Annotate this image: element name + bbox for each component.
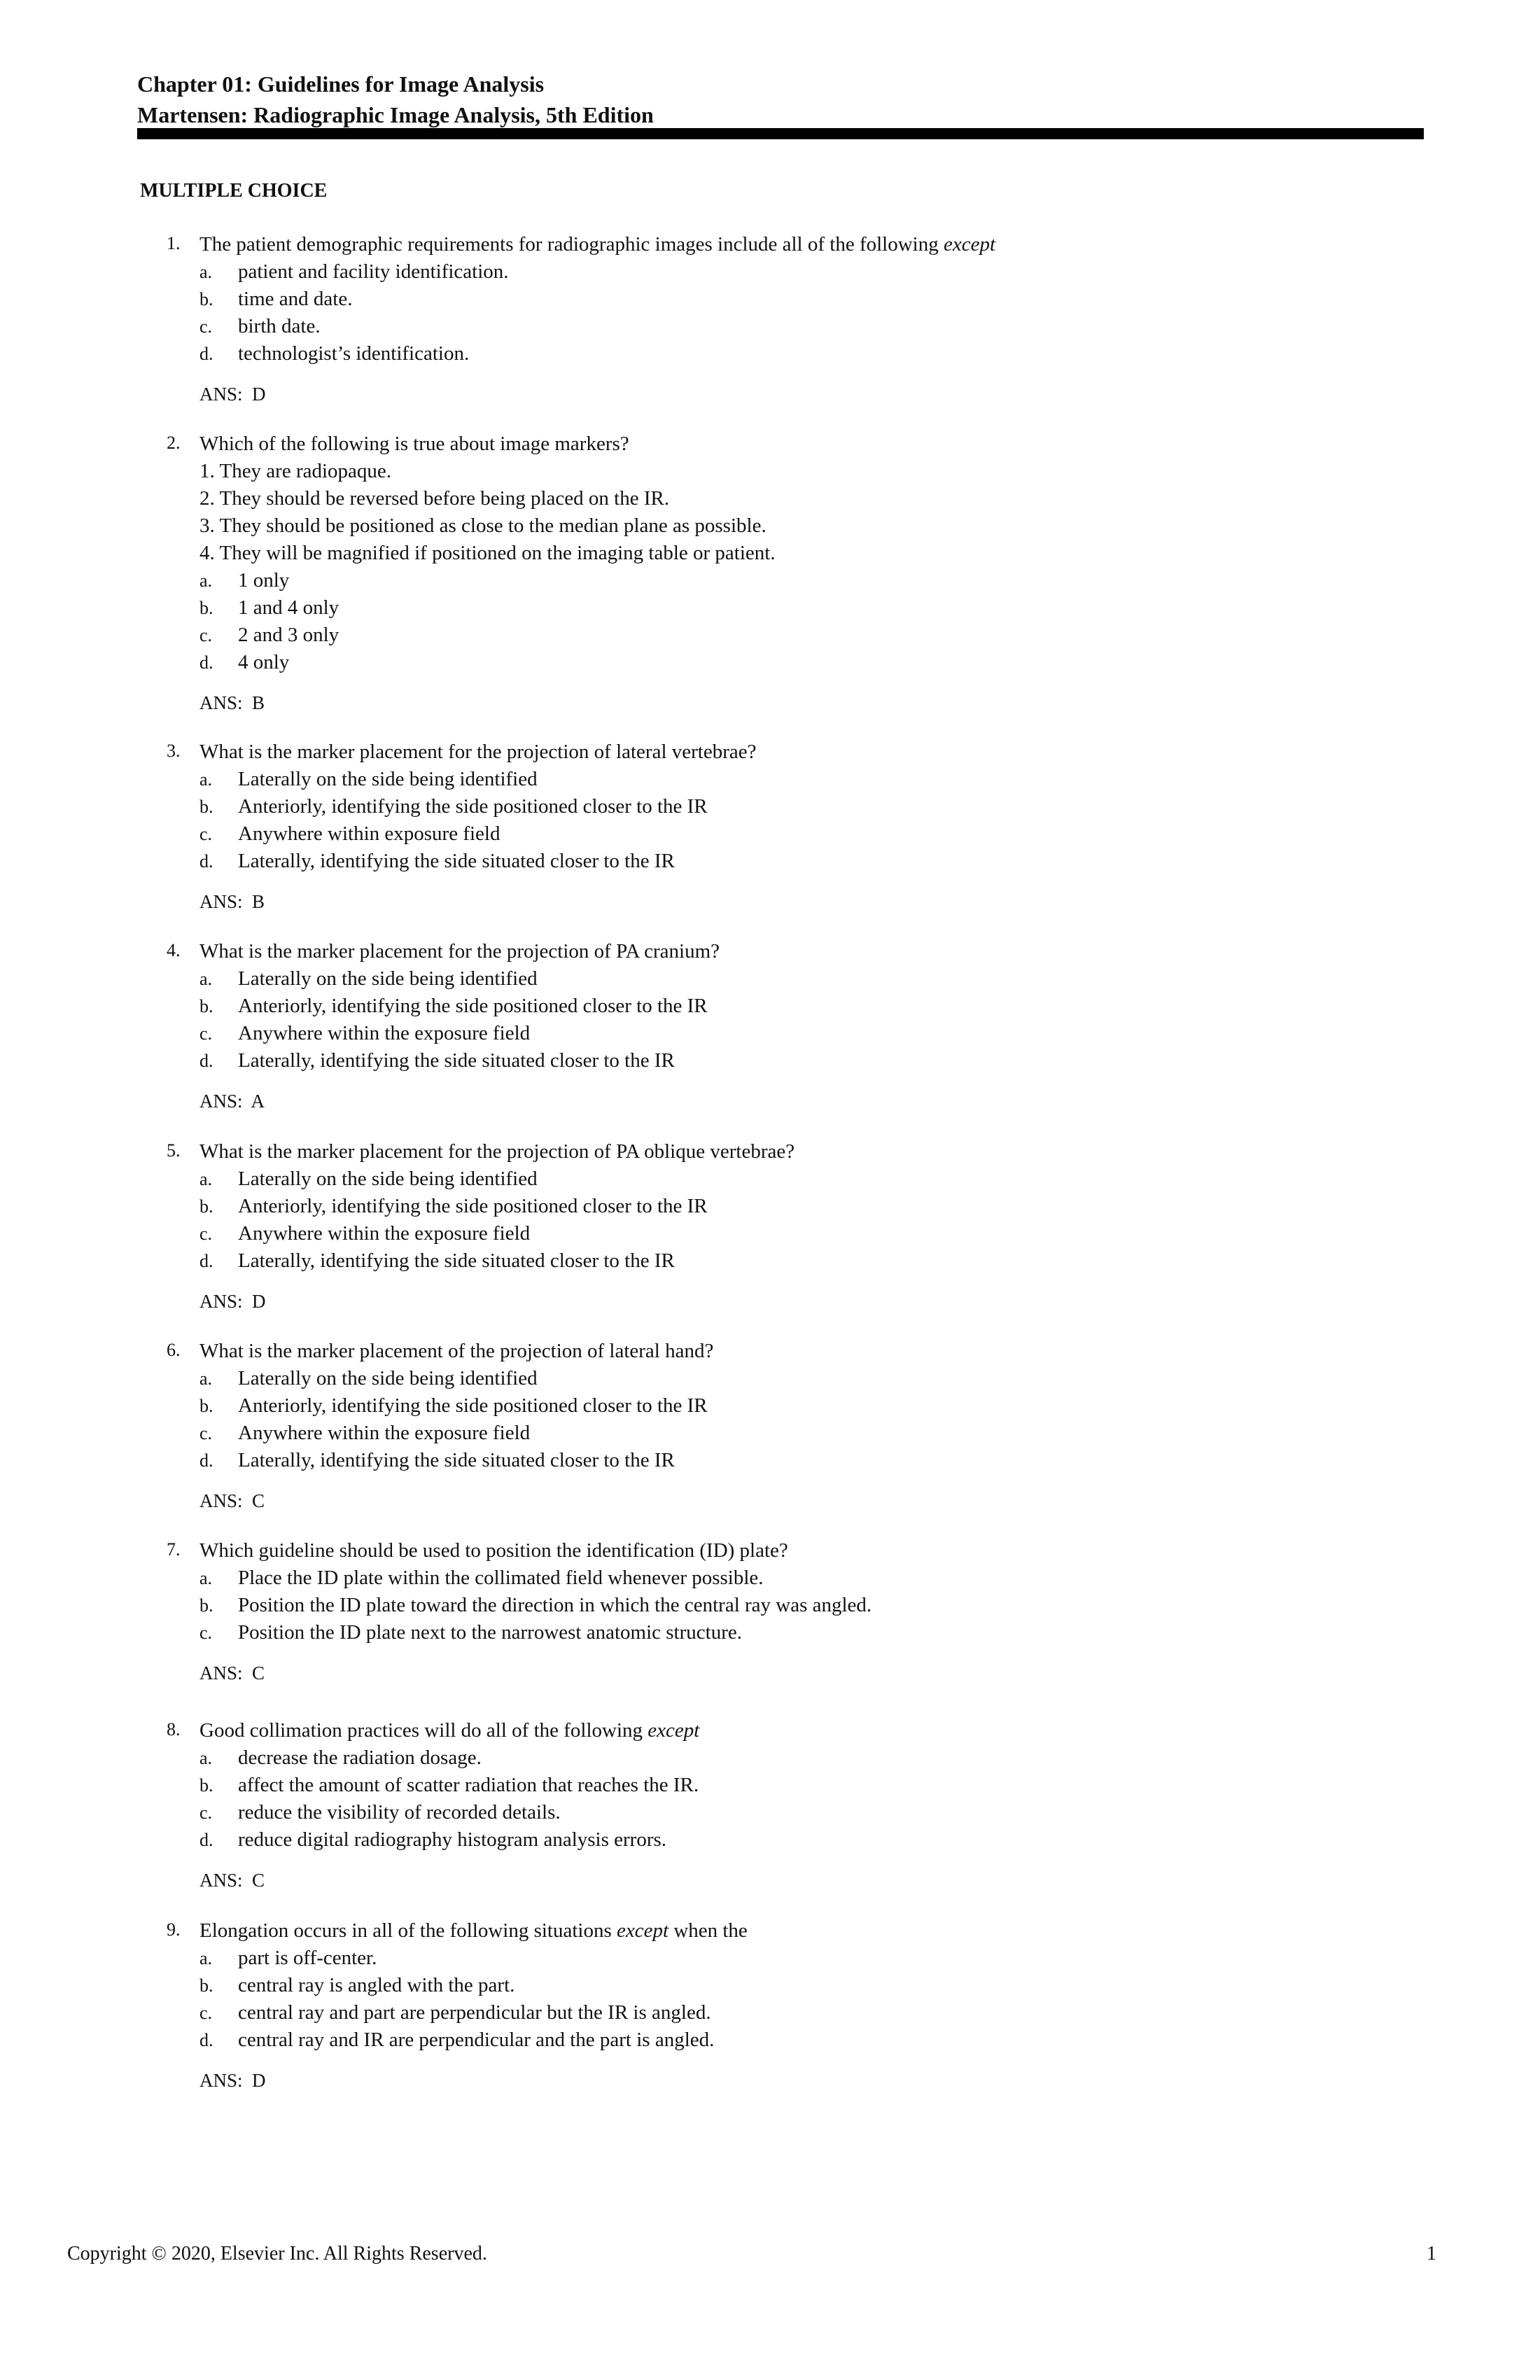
choice-text: reduce the visibility of recorded details. [238, 1801, 561, 1823]
choice-letter: b. [200, 797, 214, 817]
choice-text: Anteriorly, identifying the side positioned closer to the IR [238, 1394, 708, 1417]
answer-key: ANS: D [200, 1291, 266, 1312]
question-row [0, 1539, 1540, 1566]
answer-choice [0, 1947, 1540, 1973]
question-stem-text: What is the marker placement for the projection of PA oblique vertebrae? [200, 1140, 795, 1163]
answer-choice [0, 288, 1540, 314]
answer-choice [0, 569, 1540, 596]
question-number: 2. [167, 433, 181, 453]
choice-letter: a. [200, 1948, 213, 1968]
answer-row [0, 1490, 1540, 1517]
answer-key: ANS: C [200, 1870, 265, 1891]
answer-choice [0, 1394, 1540, 1421]
question-stem-emphasis: except [617, 1919, 669, 1942]
question-stem [200, 1919, 748, 1942]
choice-text: Anteriorly, identifying the side positioned closer to the IR [238, 1195, 708, 1217]
choice-letter: b. [200, 1775, 214, 1795]
choice-text: part is off-center. [238, 1947, 377, 1969]
question-stem-text: The patient demographic requirements for radiographic images include all of the following [200, 233, 944, 255]
choice-text: Laterally, identifying the side situated closer to the IR [238, 1049, 675, 1072]
choice-text: 2 and 3 only [238, 624, 340, 646]
choice-letter: a. [200, 1748, 213, 1768]
question-row [0, 1719, 1540, 1746]
choice-letter: b. [200, 996, 214, 1016]
answer-choice [0, 822, 1540, 849]
answer-choice [0, 1250, 1540, 1276]
question-stem-text: What is the marker placement for the projection of lateral vertebrae? [200, 741, 757, 763]
choice-letter: d. [200, 1051, 214, 1071]
answer-key: ANS: A [200, 1091, 265, 1112]
question-stem [200, 1539, 788, 1562]
answer-row [0, 1291, 1540, 1317]
choice-letter: b. [200, 1396, 214, 1416]
answer-choice [0, 1422, 1540, 1448]
answer-key: ANS: B [200, 891, 265, 912]
question-row [0, 1919, 1540, 1946]
choice-text: Anywhere within exposure field [238, 822, 500, 845]
question-stem [200, 1340, 713, 1363]
answer-choice [0, 1774, 1540, 1800]
choice-text: 1 only [238, 569, 290, 592]
choice-letter: b. [200, 1595, 214, 1616]
subitem-text: 1. They are radiopaque. [200, 460, 392, 482]
answer-choice [0, 1567, 1540, 1593]
choice-letter: a. [200, 769, 213, 790]
question-stem-emphasis: except [943, 233, 996, 255]
choice-text: Laterally on the side being identified [238, 967, 538, 990]
question-subitem [0, 542, 1540, 568]
choice-letter: c. [200, 824, 213, 844]
document-header [137, 69, 654, 130]
question-row [0, 233, 1540, 260]
answer-row [0, 1662, 1540, 1689]
answer-choice [0, 967, 1540, 994]
choice-letter: b. [200, 1975, 214, 1996]
choice-text: Place the ID plate within the collimated field whenever possible. [238, 1567, 764, 1589]
answer-key: ANS: B [200, 692, 265, 713]
answer-row [0, 384, 1540, 410]
choice-text: Laterally on the side being identified [238, 768, 538, 790]
answer-row [0, 891, 1540, 918]
answer-choice [0, 1168, 1540, 1194]
subitem-text: 2. They should be reversed before being placed on the IR. [200, 487, 670, 510]
question-stem [200, 1140, 794, 1163]
header-rule [137, 128, 1424, 139]
choice-text: decrease the radiation dosage. [238, 1746, 482, 1769]
choice-letter: b. [200, 1196, 214, 1217]
answer-row [0, 1870, 1540, 1896]
choice-text: Position the ID plate toward the direction in which the central ray was angled. [238, 1594, 872, 1616]
question-number: 5. [167, 1140, 181, 1161]
choice-text: Anteriorly, identifying the side positioned closer to the IR [238, 995, 708, 1017]
choice-letter: c. [200, 1423, 213, 1443]
answer-choice [0, 768, 1540, 794]
choice-letter: d. [200, 344, 214, 364]
choice-text: Anywhere within the exposure field [238, 1222, 531, 1245]
choice-text: technologist’s identification. [238, 342, 470, 365]
answer-choice [0, 1222, 1540, 1249]
choice-letter: c. [200, 2003, 213, 2023]
question-stem-text: What is the marker placement of the projection of lateral hand? [200, 1340, 714, 1362]
answer-choice [0, 850, 1540, 876]
answer-row [0, 692, 1540, 719]
question-stem [200, 1719, 699, 1742]
answer-choice [0, 1195, 1540, 1222]
question-stem-text: Elongation occurs in all of the following situations [200, 1919, 617, 1942]
choice-letter: b. [200, 289, 214, 309]
answer-row [0, 2070, 1540, 2096]
question-row [0, 433, 1540, 459]
choice-text: 1 and 4 only [238, 596, 340, 619]
question-number: 7. [167, 1539, 181, 1560]
choice-letter: c. [200, 316, 213, 337]
choice-letter: a. [200, 969, 213, 989]
choice-letter: c. [200, 1802, 213, 1823]
choice-text: time and date. [238, 288, 353, 310]
page-number: 1 [1427, 2243, 1436, 2264]
question-stem-text: Which of the following is true about image markers? [200, 433, 629, 455]
answer-choice [0, 795, 1540, 822]
choice-letter: c. [200, 1623, 213, 1643]
answer-choice [0, 342, 1540, 369]
answer-key: ANS: D [200, 384, 266, 405]
choice-letter: a. [200, 262, 213, 282]
choice-letter: c. [200, 625, 213, 645]
choice-text: affect the amount of scatter radiation that reaches the IR. [238, 1774, 699, 1796]
answer-key: ANS: D [200, 2070, 266, 2091]
choice-text: patient and facility identification. [238, 260, 509, 283]
answer-choice [0, 315, 1540, 342]
answer-key: ANS: C [200, 1662, 265, 1684]
choice-text: Anywhere within the exposure field [238, 1022, 531, 1044]
choice-letter: d. [200, 1251, 214, 1271]
question-stem-text: What is the marker placement for the projection of PA cranium? [200, 940, 720, 962]
choice-text: central ray and part are perpendicular but the IR is angled. [238, 2001, 711, 2024]
choice-letter: a. [200, 1169, 213, 1189]
answer-choice [0, 1974, 1540, 2001]
question-row [0, 1140, 1540, 1167]
answer-choice [0, 1746, 1540, 1773]
question-number: 4. [167, 940, 181, 960]
choice-text: Laterally, identifying the side situated closer to the IR [238, 1449, 675, 1471]
choice-letter: b. [200, 598, 214, 618]
choice-letter: a. [200, 570, 213, 591]
question-number: 6. [167, 1340, 181, 1360]
choice-text: reduce digital radiography histogram analysis errors. [238, 1828, 667, 1851]
question-subitem [0, 460, 1540, 486]
question-row [0, 741, 1540, 767]
choice-text: central ray is angled with the part. [238, 1974, 515, 1996]
choice-text: Laterally on the side being identified [238, 1168, 538, 1190]
question-row [0, 940, 1540, 967]
choice-text: Laterally, identifying the side situated closer to the IR [238, 850, 675, 872]
question-row [0, 1340, 1540, 1366]
choice-letter: d. [200, 1450, 214, 1471]
answer-choice [0, 2001, 1540, 2028]
question-stem [200, 433, 629, 456]
answer-choice [0, 1367, 1540, 1394]
answer-choice [0, 1022, 1540, 1049]
answer-choice [0, 260, 1540, 287]
choice-letter: c. [200, 1224, 213, 1244]
question-number: 3. [167, 741, 181, 761]
subitem-text: 4. They will be magnified if positioned on the imaging table or patient. [200, 542, 776, 564]
answer-choice [0, 596, 1540, 623]
question-stem [200, 940, 720, 963]
choice-text: central ray and IR are perpendicular and the part is angled. [238, 2029, 715, 2051]
question-stem-text: Which guideline should be used to position the identification (ID) plate? [200, 1539, 788, 1562]
choice-text: Laterally, identifying the side situated closer to the IR [238, 1250, 675, 1272]
chapter-title: Chapter 01: Guidelines for Image Analysis [137, 71, 545, 97]
choice-text: Position the ID plate next to the narrowest anatomic structure. [238, 1621, 742, 1644]
answer-choice [0, 2029, 1540, 2055]
question-stem-text: Good collimation practices will do all of the following [200, 1719, 648, 1742]
choice-text: Laterally on the side being identified [238, 1367, 538, 1390]
answer-key: ANS: C [200, 1490, 265, 1511]
answer-choice [0, 1594, 1540, 1620]
answer-choice [0, 651, 1540, 678]
question-stem-text-after: when the [668, 1919, 748, 1942]
section-title: MULTIPLE CHOICE [140, 180, 328, 202]
question-subitem [0, 514, 1540, 541]
subitem-text: 3. They should be positioned as close to the median plane as possible. [200, 514, 766, 537]
choice-text: birth date. [238, 315, 321, 337]
choice-text: Anteriorly, identifying the side positioned closer to the IR [238, 795, 708, 818]
question-number: 9. [167, 1919, 181, 1940]
question-number: 8. [167, 1719, 181, 1740]
answer-choice [0, 1449, 1540, 1476]
book-title: Martensen: Radiographic Image Analysis, 5th Edition [137, 102, 654, 127]
answer-choice [0, 1828, 1540, 1855]
question-stem-emphasis: except [648, 1719, 700, 1742]
choice-letter: d. [200, 1830, 214, 1850]
question-number: 1. [167, 233, 181, 253]
choice-letter: c. [200, 1023, 213, 1044]
choice-letter: d. [200, 2030, 214, 2050]
question-subitem [0, 487, 1540, 514]
question-stem [200, 741, 757, 764]
copyright-notice: Copyright © 2020, Elsevier Inc. All Rights Reserved. [67, 2243, 487, 2264]
answer-choice [0, 1621, 1540, 1648]
answer-choice [0, 624, 1540, 650]
answer-choice [0, 995, 1540, 1021]
choice-letter: a. [200, 1568, 213, 1588]
choice-letter: d. [200, 652, 214, 673]
answer-choice [0, 1049, 1540, 1076]
choice-letter: a. [200, 1368, 213, 1389]
answer-choice [0, 1801, 1540, 1828]
question-stem [200, 233, 995, 256]
choice-text: 4 only [238, 651, 290, 673]
choice-letter: d. [200, 851, 214, 872]
choice-text: Anywhere within the exposure field [238, 1422, 531, 1444]
answer-row [0, 1091, 1540, 1117]
